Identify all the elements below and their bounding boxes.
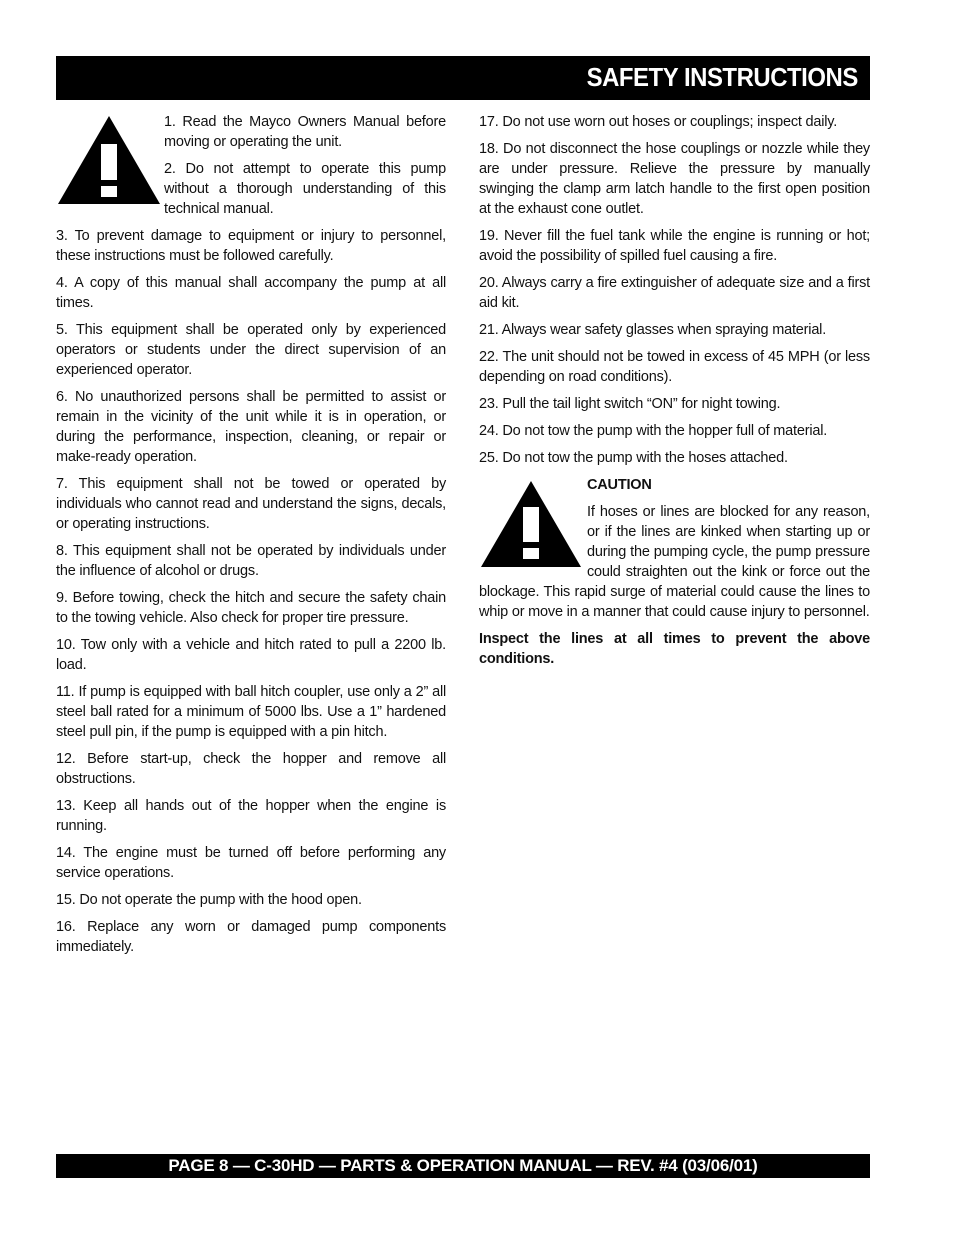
list-item: 3. To prevent damage to equipment or injury to personnel, these instructions must be followed carefully. [56, 228, 446, 264]
list-item: 23. Pull the tail light switch “ON” for night towing. [479, 396, 781, 412]
caution-text: If hoses or lines are blocked for any reason, or if the lines are kinked when starting up or during the pumping cycle, the pump pressure could straighten out the kink or force out the blockage. This rapid surge of material could cause the lines to whip or move in a manner that could cause injury to personnel. [479, 504, 870, 620]
list-item: 8. This equipment shall not be operated by individuals under the influence of alcohol or drugs. [56, 543, 446, 579]
list-item: 12. Before start-up, check the hopper and remove all obstructions. [56, 751, 446, 787]
caution-block [479, 475, 870, 669]
left-column [56, 112, 446, 964]
caution-note: Inspect the lines at all times to prevent the above conditions. [479, 631, 870, 667]
page-title: SAFETY INSTRUCTIONS [586, 62, 858, 92]
warning-block [56, 112, 446, 226]
list-item: 20. Always carry a fire extinguisher of adequate size and a first aid kit. [479, 275, 870, 311]
list-item: 14. The engine must be turned off before performing any service operations. [56, 845, 446, 881]
list-item: 1. Read the Mayco Owners Manual before moving or operating the unit. [164, 114, 446, 150]
caution-title: CAUTION [587, 477, 652, 493]
page-footer [56, 1154, 870, 1178]
list-item: 13. Keep all hands out of the hopper when the engine is running. [56, 798, 446, 834]
list-item: 25. Do not tow the pump with the hoses attached. [479, 450, 788, 466]
list-item: 16. Replace any worn or damaged pump components immediately. [56, 919, 446, 955]
list-item: 6. No unauthorized persons shall be permitted to assist or remain in the vicinity of the unit while it is in operation, or during the performance, inspection, cleaning, or repair or make-ready operation. [56, 389, 446, 465]
list-item: 11. If pump is equipped with ball hitch coupler, use only a 2” all steel ball rated for a minimum of 5000 lbs. Use a 1” hardened steel pull pin, if the pump is equipped with a pin hitch. [56, 684, 446, 740]
list-item: 4. A copy of this manual shall accompany the pump at all times. [56, 275, 446, 311]
right-column [479, 112, 870, 676]
list-item: 21. Always wear safety glasses when spraying material. [479, 322, 827, 338]
warning-triangle-icon [479, 479, 583, 575]
list-item: 15. Do not operate the pump with the hood open. [56, 892, 362, 908]
list-item: 5. This equipment shall be operated only by experienced operators or students under the direct supervision of an experienced operator. [56, 322, 446, 378]
list-item: 19. Never fill the fuel tank while the engine is running or hot; avoid the possibility of spilled fuel causing a fire. [479, 228, 870, 264]
page-header [56, 56, 870, 100]
list-item: 24. Do not tow the pump with the hopper full of material. [479, 423, 828, 439]
list-item: 7. This equipment shall not be towed or operated by individuals who cannot read and understand the signs, decals, or operating instructions. [56, 476, 446, 532]
warning-triangle-icon [56, 114, 162, 214]
list-item: 2. Do not attempt to operate this pump without a thorough understanding of this technical manual. [164, 161, 446, 217]
footer-text: PAGE 8 — C-30HD — PARTS & OPERATION MANUAL — REV. #4 (03/06/01) [168, 1156, 758, 1175]
list-item: 9. Before towing, check the hitch and secure the safety chain to the towing vehicle. Also check for proper tire pressure. [56, 590, 446, 626]
list-item: 17. Do not use worn out hoses or couplings; inspect daily. [479, 114, 838, 130]
list-item: 18. Do not disconnect the hose couplings or nozzle while they are under pressure. Relieve the pressure by manually swinging the clamp arm latch handle to the first open position at the exhaust cone outlet. [479, 141, 870, 217]
list-item: 10. Tow only with a vehicle and hitch rated to pull a 2200 lb. load. [56, 637, 446, 673]
list-item: 22. The unit should not be towed in excess of 45 MPH (or less depending on road conditions). [479, 349, 870, 385]
